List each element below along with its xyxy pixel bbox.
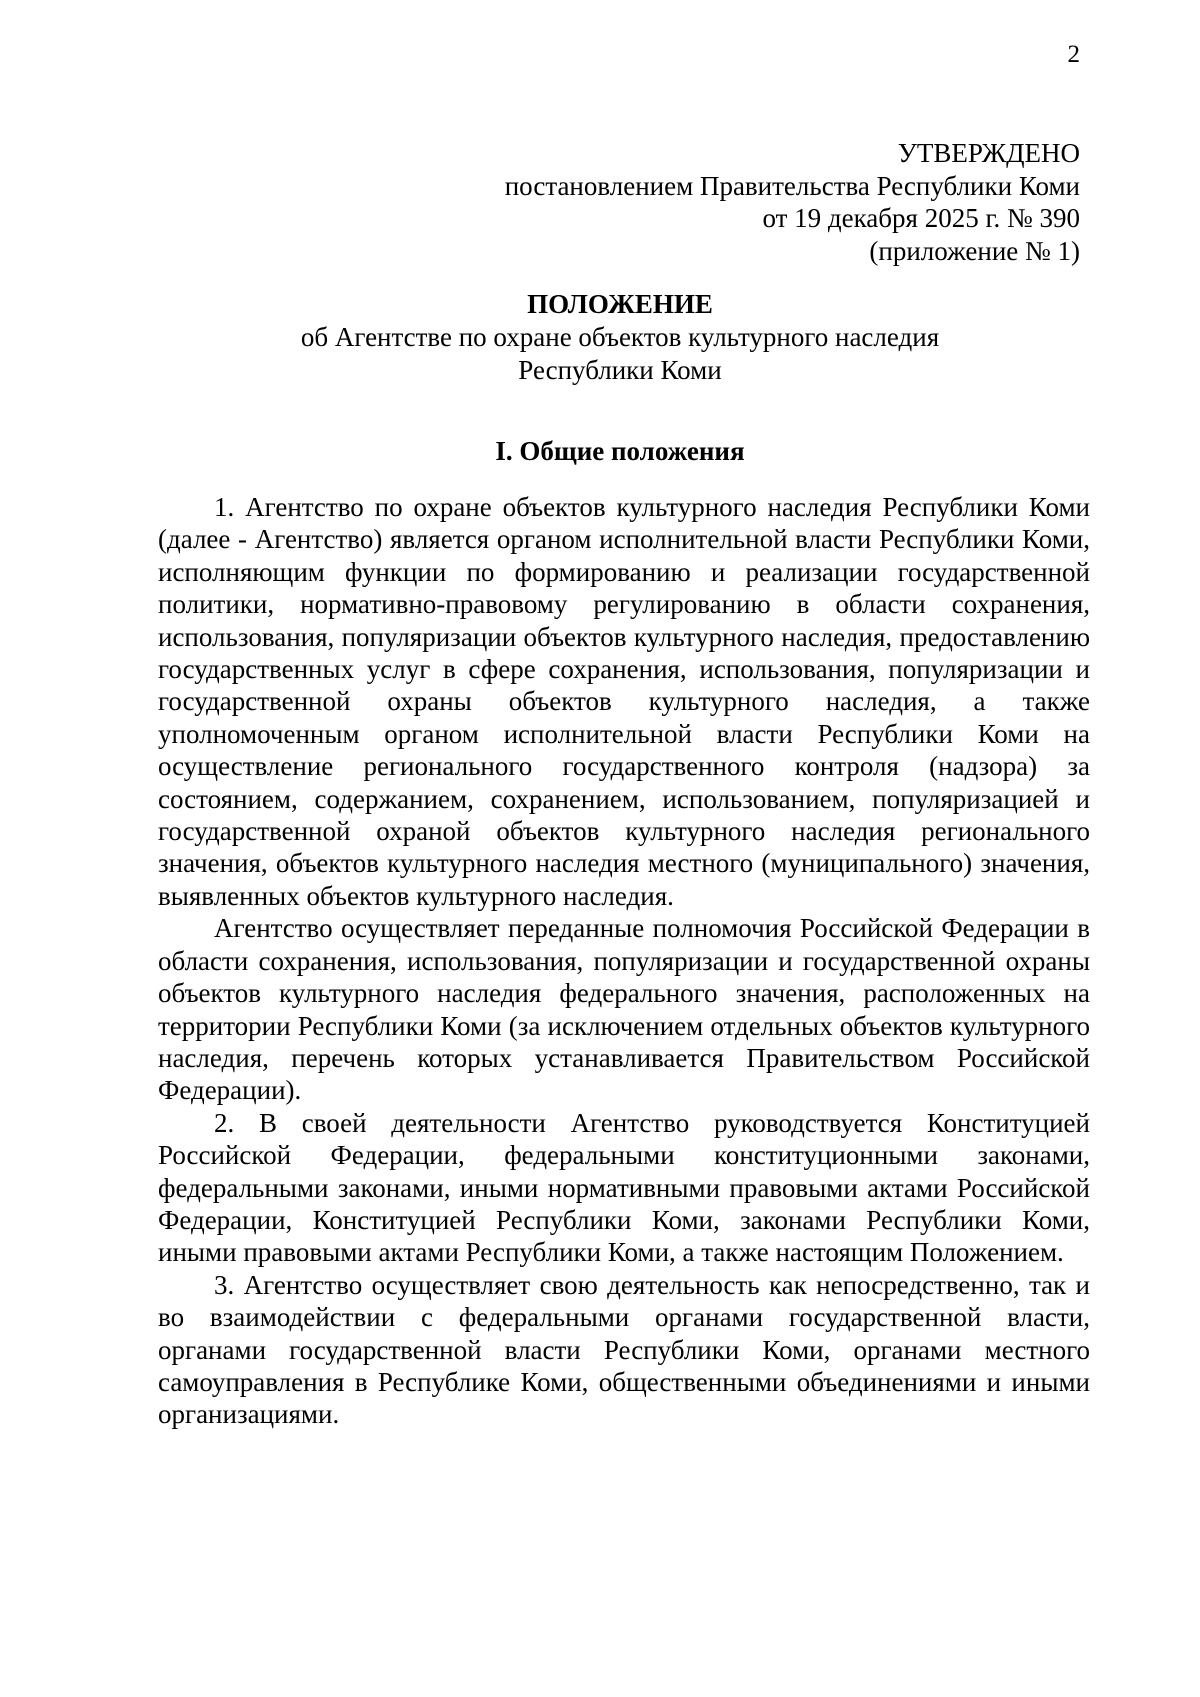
title-subtitle-line-2: Республики Коми [518,355,722,385]
page-number: 2 [1067,41,1080,68]
section-heading: I. Общие положения [495,436,745,466]
approval-decree: постановлением Правительства Республики Коми [504,170,1080,201]
document-title [160,288,1080,387]
approval-appendix: (приложение № 1) [869,235,1080,266]
title-subtitle-line-1: об Агентстве по охране объектов культурного наследия [300,322,940,352]
approval-date-number: от 19 декабря 2025 г. № 390 [762,203,1080,233]
paragraph-1: 1. Агентство по охране объектов культурного наследия Республики Коми (далее - Агентство) является органом исполнительной власти Республики Коми, исполняющим функции по формированию и реализации государственной политики, нормативно-правовому регулированию в области сохранения, использования, популяризации объектов культурного наследия, предоставлению государственных услуг в сфере сохранения, использования, популяризации и государственной охраны объектов культурного наследия, а также уполномоченным органом исполнительной власти Республики Коми на осуществление регионального государственного контроля (надзора) за состоянием, содержанием, сохранением, использованием, популяризацией и государственной охраной объектов культурного наследия регионального значения, объектов культурного наследия местного (муниципального) значения, выявленных объектов культурного наследия. [158,492,1090,911]
paragraph-1-continued: Агентство осуществляет переданные полномочия Российской Федерации в области сохранения, использования, популяризации и государственной охраны объектов культурного наследия федерального значения, расположенных на территории Республики Коми (за исключением отдельных объектов культурного наследия, перечень которых устанавливается Правительством Российской Федерации). [158,913,1090,1106]
paragraph-3: 3. Агентство осуществляет свою деятельность как непосредственно, так и во взаимодействии с федеральными органами государственной власти, органами государственной власти Республики Коми, органами местного самоуправления в Республике Коми, общественными объединениями и иными организациями. [158,1269,1090,1430]
approval-stamp [380,137,1080,267]
document-body [158,491,1090,1431]
title-main: ПОЛОЖЕНИЕ [527,289,713,319]
paragraph-2: 2. В своей деятельности Агентство руководствуется Конституцией Российской Федерации, федеральными конституционными законами, федеральными законами, иными нормативными правовыми актами Российской Федерации, Конституцией Республики Коми, законами Республики Коми, иными правовыми актами Республики Коми, а также настоящим Положением. [158,1107,1090,1268]
approval-heading: УТВЕРЖДЕНО [897,138,1080,168]
